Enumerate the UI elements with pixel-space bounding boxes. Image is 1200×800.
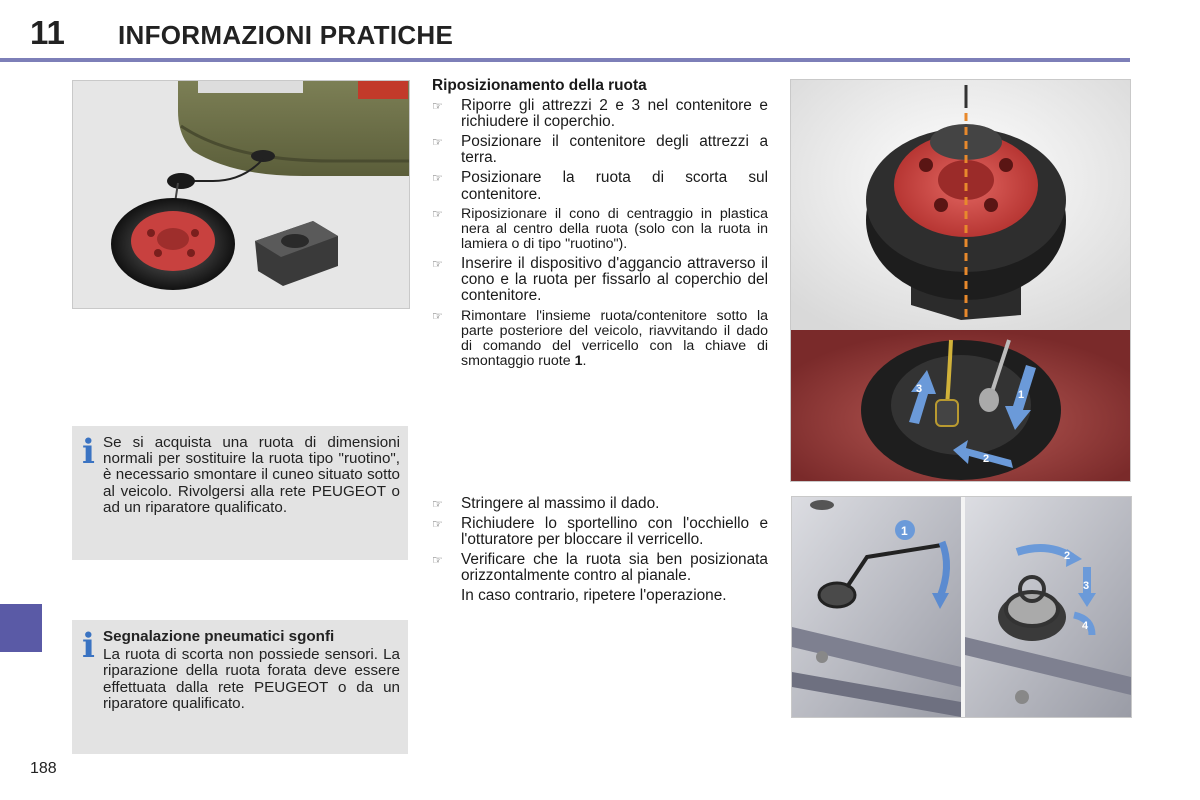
winch-lock-drawing [792, 497, 1131, 717]
pointing-hand-icon: ☞ [432, 497, 443, 511]
arrow-label: 1 [1018, 389, 1025, 401]
spare-wheel-lowered-drawing [73, 81, 409, 308]
lock-arrow-label: 2 [1064, 550, 1071, 562]
pointing-hand-icon: ☞ [432, 553, 443, 568]
info-box-text: La ruota di scorta non possiede sensori. La riparazione della ruota forata deve essere effettuata dalla rete PEUGEOT o da un riparatore qualificato. [103, 646, 400, 712]
procedure-step: ☞ Verificare che la ruota sia ben posizionata orizzontalmente contro al pianale. [432, 551, 768, 585]
chapter-title: INFORMAZIONI PRATICHE [118, 20, 454, 50]
pointing-hand-icon: ☞ [432, 135, 443, 150]
procedure-section [432, 78, 768, 373]
procedure-step: ☞ Richiudere lo sportellino con l'occhiello e l'otturatore per bloccare il verricello. [432, 515, 768, 549]
chapter-side-tab [0, 604, 42, 652]
pointing-hand-icon: ☞ [432, 517, 443, 532]
procedure-step: ☞ Posizionare il contenitore degli attrezzi a terra. [432, 133, 768, 167]
info-box-tyre-pressure [72, 620, 408, 754]
procedure-step: ☞ Posizionare la ruota di scorta sul contenitore. [432, 169, 768, 203]
procedure-step: ☞ Riporre gli attrezzi 2 e 3 nel contenitore e richiudere il coperchio. [432, 97, 768, 131]
info-icon: i [82, 626, 95, 666]
info-box-ruotino [72, 426, 408, 560]
info-icon: i [82, 432, 95, 472]
wheel-refit-illustration [790, 79, 1131, 482]
winch-lock-illustration [791, 496, 1132, 718]
arrow-label: 3 [916, 383, 923, 395]
pointing-hand-icon: ☞ [432, 171, 443, 186]
info-box-text: Se si acquista una ruota di dimensioni normali per sostituire la ruota tipo "ruotino", è necessario smontare il cuneo situato sotto al veicolo. Rivolgersi alla rete PEUGEOT o ad un riparatore qualificato. [103, 434, 400, 516]
info-box-title: Segnalazione pneumatici sgonfi [103, 628, 335, 645]
lock-arrow-label: 4 [1082, 620, 1089, 632]
pointing-hand-icon: ☞ [432, 99, 443, 114]
spare-wheel-lowered-illustration [72, 80, 410, 309]
procedure-step: ☞ Inserire il dispositivo d'aggancio attraverso il cono e la ruota per fissarlo al coperchio del contenitore. [432, 255, 768, 305]
pointing-hand-icon: ☞ [432, 206, 443, 221]
wheel-refit-drawing [791, 80, 1130, 481]
page-number: 188 [30, 760, 57, 777]
arrow-label: 2 [983, 453, 990, 465]
procedure-step: ☞ Rimontare l'insieme ruota/contenitore sotto la parte posteriore del veicolo, riavvitando il dado di comando del verricello con la chiave di smontaggio ruote 1. [432, 307, 768, 370]
pointing-hand-icon: ☞ [432, 308, 443, 323]
lock-arrow-label: 3 [1083, 580, 1090, 592]
pointing-hand-icon: ☞ [432, 257, 443, 272]
procedure-step: ☞ Stringere al massimo il dado. [432, 495, 660, 512]
procedure-note: In caso contrario, ripetere l'operazione. [461, 587, 727, 605]
procedure-step: ☞ Riposizionare il cono di centraggio in plastica nera al centro della ruota (solo con la ruota in lamiera o di tipo "ruotino"). [432, 205, 768, 253]
lock-arrow-label: 1 [901, 524, 908, 538]
header-rule [0, 58, 1130, 62]
section-title: Riposizionamento della ruota [432, 77, 647, 94]
procedure-section-final [432, 496, 768, 605]
chapter-number: 11 [30, 14, 65, 51]
